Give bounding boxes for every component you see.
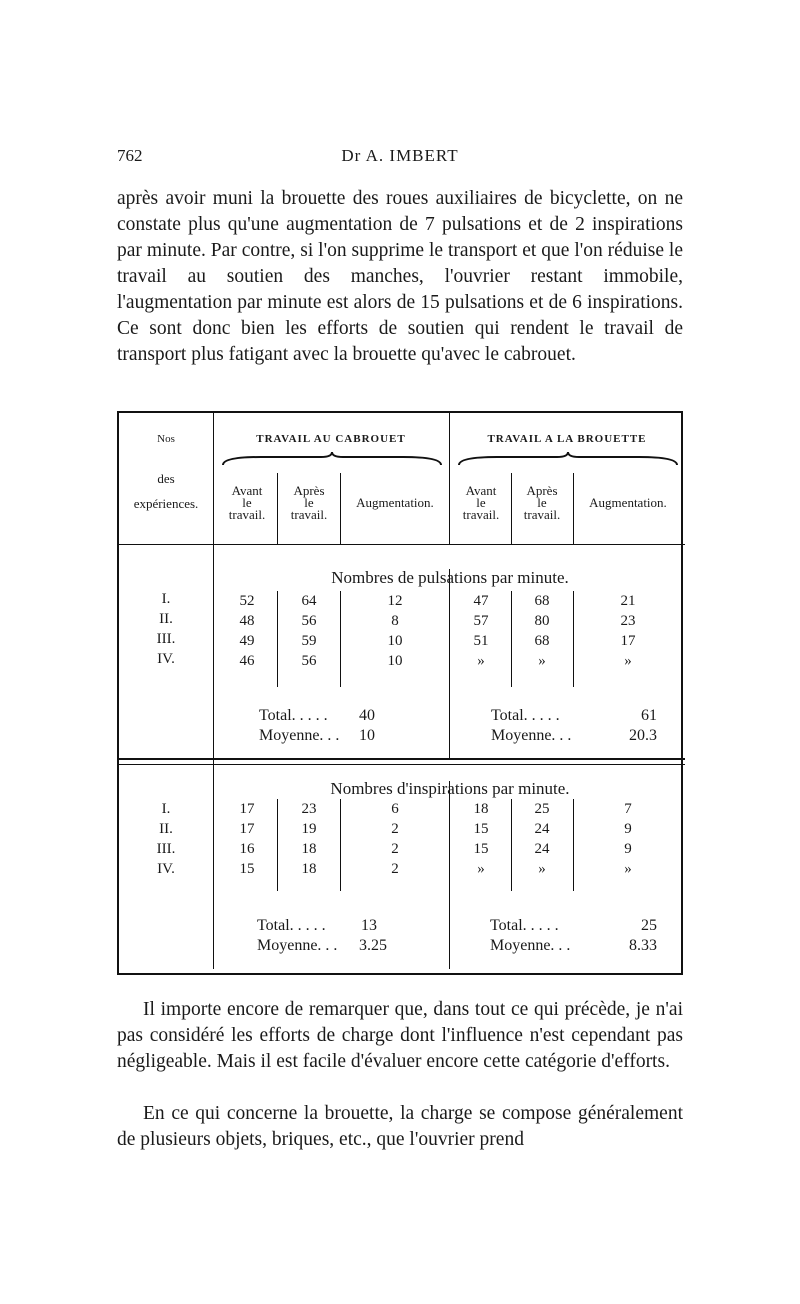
cab-augmentation-header: Augmentation. <box>356 495 434 510</box>
brou-augmentation-header: Augmentation. <box>589 495 667 510</box>
group-header-cabrouet: TRAVAIL AU CABROUET <box>256 433 406 445</box>
cab-avant-header: Avant le travail. <box>228 483 266 522</box>
results-table: TRAVAIL AU CABROUET TRAVAIL A LA BROUETTE Nos des expériences. Avant le travail. Après le travail. Augmentation. Avant le travail. Après le travail. Augmentation. Nombres de pulsations par minute. I. 52 64 12 47 68 21 II. 48 56 8 57 80 23 III. 49 59 10 51 68 17 IV. 46 56 10 » » » Total. . . . . 40 Moyenne. . . 10 Total. . . . . 61 Moyenne. . . 20.3 Nombres d'inspirations par minute. I. 17 23 6 18 25 7 II. 17 19 2 15 24 9 III. 16 18 2 15 24 9 IV. 15 18 2 » » » Total. . . . . 13 Moyenne. . . 3.25 Total. . . . . 25 Moyenne. . . 8.33 <box>117 411 683 975</box>
nos-label: Nos <box>157 433 175 445</box>
cab-apres-header: Après le travail. <box>290 483 328 522</box>
pulsations-cab-moyenne-label: Moyenne. . . <box>259 727 340 744</box>
pulsations-brou-total-label: Total. . . . . <box>491 707 560 724</box>
inspirations-cab-moyenne-label: Moyenne. . . <box>257 937 338 954</box>
pulsations-cab-moyenne: 10 <box>359 727 375 744</box>
brou-apres-header: Après le travail. <box>523 483 561 522</box>
brou-avant-header: Avant le travail. <box>462 483 500 522</box>
pulsations-brou-total: 61 <box>641 707 657 724</box>
experiences-label: expériences. <box>133 496 199 511</box>
paragraph-1: après avoir muni la brouette des roues auxiliaires de bicyclette, on ne constate plus qu'une augmentation de 7 pulsations et de 2 inspirations par minute. Par contre, si l'on supprime le transport et que l'on réduise le travail au soutien des manches, l'ouvrier restant immobile, l'augmentation par minute est alors de 15 pulsations et de 6 inspirations. Ce sont donc bien les efforts de soutien qui rendent le travail de transport plus fatigant avec la brouette qu'avec le cabrouet. <box>117 188 683 365</box>
group-header-brouette: TRAVAIL A LA BROUETTE <box>487 433 647 445</box>
inspirations-title: Nombres d'inspirations par minute. <box>330 779 570 798</box>
pulsations-cab-total-label: Total. . . . . <box>259 707 328 724</box>
brace-brouette <box>457 451 679 469</box>
inspirations-brou-moyenne-label: Moyenne. . . <box>490 937 571 954</box>
inspirations-cab-total: 13 <box>361 917 377 934</box>
inspirations-brou-moyenne: 8.33 <box>629 937 657 954</box>
inspirations-cab-moyenne: 3.25 <box>359 937 387 954</box>
inspirations-cab-total-label: Total. . . . . <box>257 917 326 934</box>
inspirations-brou-total-label: Total. . . . . <box>490 917 559 934</box>
paragraph-2: Il importe encore de remarquer que, dans tout ce qui précède, je n'ai pas considéré les efforts de charge dont l'influence n'est cependant pas négligeable. Mais il est facile d'évaluer encore cette catégorie d'efforts. <box>117 999 683 1072</box>
pulsations-title: Nombres de pulsations par minute. <box>331 568 569 587</box>
paragraph-3: En ce qui concerne la brouette, la charge se compose généralement de plusieurs objets, briques, etc., que l'ouvrier prend <box>117 1103 683 1150</box>
des-label: des <box>157 471 175 486</box>
inspirations-brou-total: 25 <box>641 917 657 934</box>
pulsations-brou-moyenne-label: Moyenne. . . <box>491 727 572 744</box>
running-title: Dr A. IMBERT <box>341 146 459 165</box>
pulsations-brou-moyenne: 20.3 <box>629 727 657 744</box>
page-number: 762 <box>117 146 143 165</box>
page-header <box>117 146 683 172</box>
brace-cabrouet <box>221 451 443 469</box>
pulsations-cab-total: 40 <box>359 707 375 724</box>
